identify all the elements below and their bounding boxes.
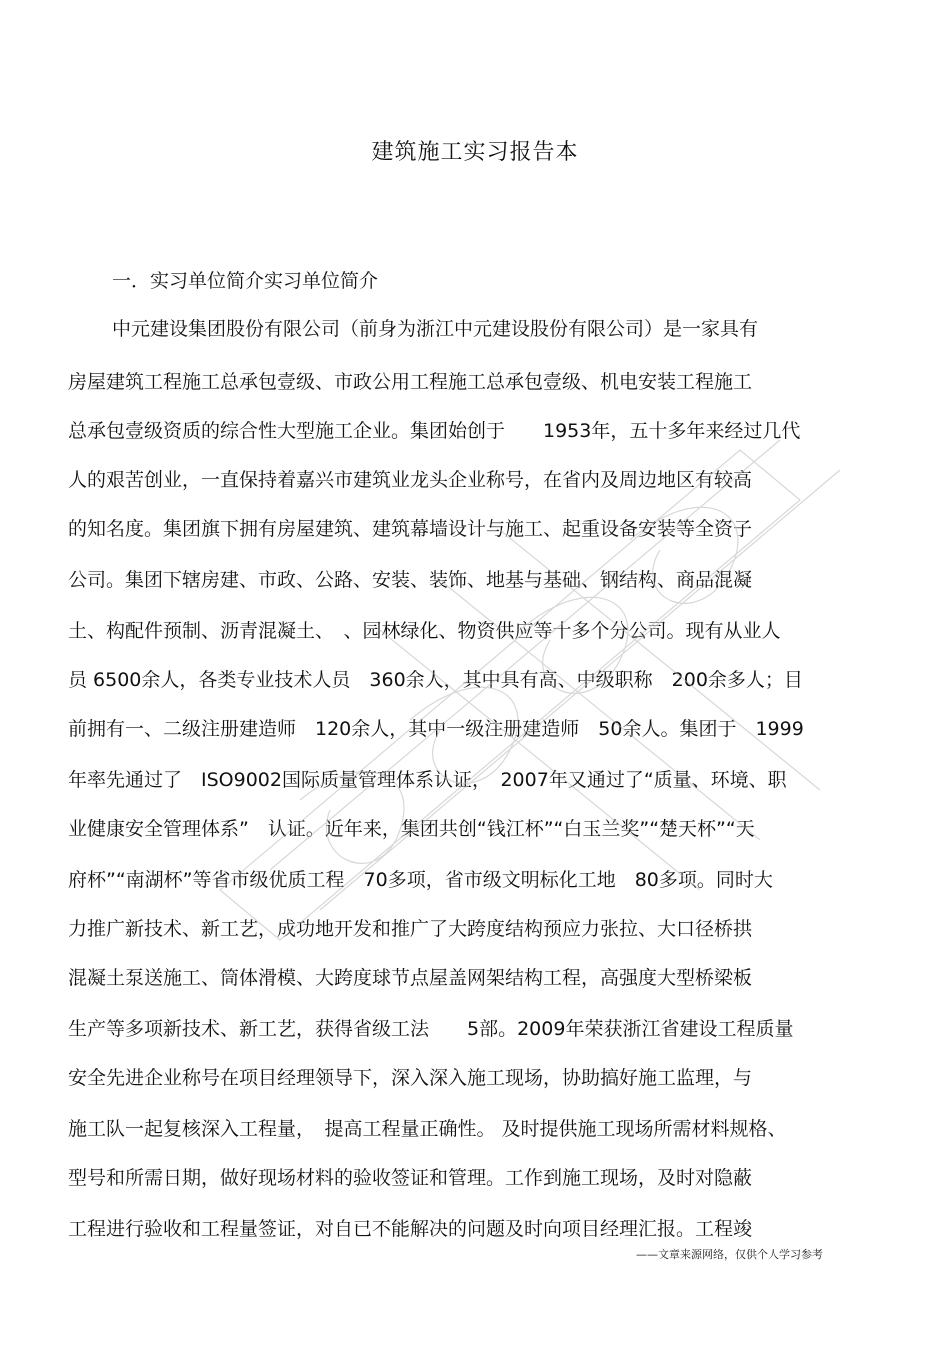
body-line: 工程进行验收和工程量签证，对自已不能解决的问题及时向项目经理汇报。工程竣 — [68, 1218, 753, 1240]
body-line: 型号和所需日期，做好现场材料的验收签证和管理。工作到施工现场，及时对隐蔽 — [68, 1167, 753, 1189]
body-line: 人的艰苦创业，一直保持着嘉兴市建筑业龙头企业称号，在省内及周边地区有较高 — [68, 469, 753, 491]
body-line: 前拥有一、二级注册建造师 120余人，其中一级注册建造师 50余人。集团于 1999 — [68, 718, 804, 740]
document-title: 建筑施工实习报告本 — [371, 140, 579, 165]
body-line: 员 6500余人，各类专业技术人员 360余人，其中具有高、中级职称 200余多人；目 — [68, 669, 803, 691]
body-line: 公司。集团下辖房建、市政、公路、安装、装饰、地基与基础、钢结构、商品混凝 — [68, 569, 753, 591]
body-line: 安全先进企业称号在项目经理领导下，深入深入施工现场，协助搞好施工监理，与 — [68, 1067, 753, 1089]
body-line: 业健康安全管理体系” 认证。近年来，集团共创“钱江杯”“白玉兰奖”“楚天杯”“天 — [68, 818, 755, 840]
body-line: 府杯”“南湖杯”等省市级优质工程 70多项，省市级文明标化工地 80多项。同时大 — [68, 869, 773, 891]
body-line: 的知名度。集团旗下拥有房屋建筑、建筑幕墙设计与施工、起重设备安装等全资子 — [68, 518, 753, 540]
body-line: 总承包壹级资质的综合性大型施工企业。集团始创于 1953年，五十多年来经过几代 — [68, 420, 801, 442]
body-line: 施工队一起复核深入工程量， 提高工程量正确性。 及时提供施工现场所需材料规格、 — [68, 1118, 787, 1140]
body-line: 年率先通过了 ISO9002国际质量管理体系认证， 2007年又通过了“质量、环境、职 — [68, 769, 787, 791]
body-line: 房屋建筑工程施工总承包壹级、市政公用工程施工总承包壹级、机电安装工程施工 — [68, 371, 753, 393]
body-line: 生产等多项新技术、新工艺，获得省级工法 5部。2009年荣获浙江省建设工程质量 — [68, 1018, 794, 1040]
source-note: ——文章来源网络，仅供个人学习参考 — [636, 1248, 823, 1261]
body-line: 力推广新技术、新工艺，成功地开发和推广了大跨度结构预应力张拉、大口径桥拱 — [68, 918, 753, 940]
body-line: 中元建设集团股份有限公司（前身为浙江中元建设股份有限公司）是一家具有 — [112, 318, 759, 340]
section-heading: 一．实习单位简介实习单位简介 — [112, 270, 379, 292]
body-line: 混凝土泵送施工、筒体滑模、大跨度球节点屋盖网架结构工程，高强度大型桥梁板 — [68, 967, 753, 989]
body-line: 土、构配件预制、沥青混凝土、 、园林绿化、物资供应等十多个分公司。现有从业人 — [68, 620, 781, 642]
